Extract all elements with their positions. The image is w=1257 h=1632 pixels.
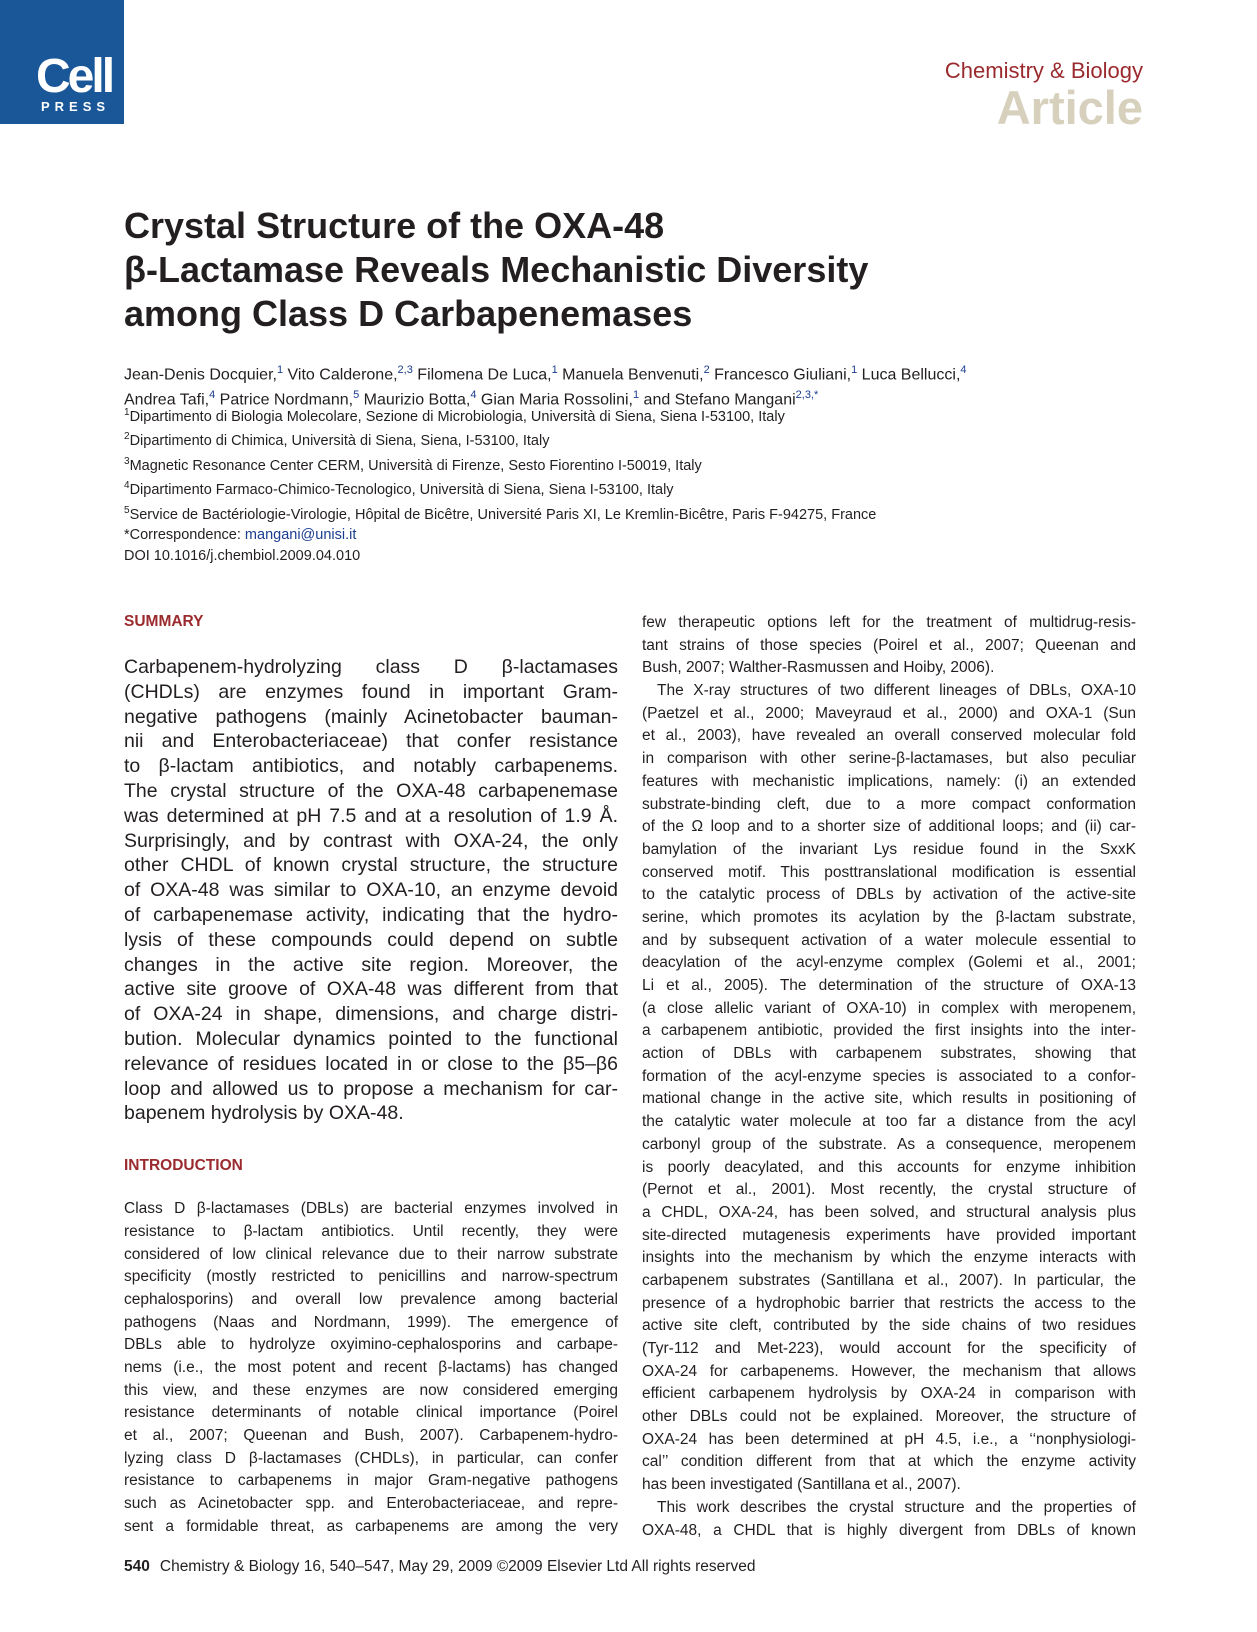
text-line: DBLs able to hydrolyze oxyimino-cephalosporins and carbape- <box>124 1336 618 1354</box>
author-affil-mark[interactable]: 2 <box>703 364 710 376</box>
affil-text: Dipartimento Farmaco-Chimico-Tecnologico, Università di Siena, Siena I-53100, Italy <box>129 482 674 499</box>
affiliation <box>124 403 1144 427</box>
author-name: Luca Bellucci, <box>857 366 961 384</box>
text-line: the catalytic water molecule at too far a distance from the acyl <box>642 1113 1136 1131</box>
text-line: Class D β-lactamases (DBLs) are bacterial enzymes involved in <box>124 1200 618 1218</box>
affil-number: 5 <box>124 504 130 516</box>
author-affil-mark[interactable]: 4 <box>209 389 216 402</box>
author-affil-mark[interactable]: 4 <box>470 389 477 402</box>
affil-number: 2 <box>124 431 130 443</box>
affiliation <box>124 427 1144 451</box>
author-name: Gian Maria Rossolini, <box>476 391 633 409</box>
text-line: resistance to β-lactam antibiotics. Until recently, they were <box>124 1222 618 1240</box>
author-affil-mark[interactable]: 5 <box>353 389 360 402</box>
title-line: β-Lactamase Reveals Mechanistic Diversity <box>124 249 869 290</box>
author-name: Patrice Nordmann, <box>215 391 354 409</box>
author-name: Filomena De Luca, <box>412 366 552 384</box>
affil-text: Magnetic Resonance Center CERM, Università di Firenze, Sesto Fiorentino I-50019, Italy <box>129 457 702 474</box>
author-name: Maurizio Botta, <box>359 391 471 409</box>
affil-text: Dipartimento di Biologia Molecolare, Sezione di Microbiologia, Università di Siena, Siena I-53100, Italy <box>129 408 785 425</box>
text-line: carbonyl group of the substrate. As a consequence, meropenem <box>642 1135 1136 1153</box>
text-line: of OXA-48 was similar to OXA-10, an enzyme devoid <box>124 879 618 902</box>
text-line: resistance determinants of notable clinical importance (Poirel <box>124 1404 618 1422</box>
paper-title <box>124 204 1024 336</box>
text-line: OXA-24 has been determined at pH 4.5, i.e., a ‘‘nonphysiologi- <box>642 1430 1136 1448</box>
author-name: Andrea Tafi, <box>124 391 210 409</box>
author-name: Jean-Denis Docquier, <box>124 366 277 384</box>
text-line: deacylation of the acyl-enzyme complex (Golemi et al., 2001; <box>642 954 1136 972</box>
author-name: Francesco Giuliani, <box>709 366 852 384</box>
text-line: The X-ray structures of two different lineages of DBLs, OXA-10 <box>657 682 1136 700</box>
affiliation <box>124 452 1144 476</box>
text-line: negative pathogens (mainly Acinetobacter bauman- <box>124 705 618 728</box>
author-affil-mark[interactable]: 1 <box>276 364 284 376</box>
author-affil-mark[interactable]: 1 <box>851 364 858 376</box>
text-line: resistance to carbapenems in major Gram-negative pathogens <box>124 1472 618 1490</box>
text-line: other CHDL of known crystal structure, the structure <box>124 854 618 877</box>
text-line: efficient carbapenem hydrolysis by OXA-24 in comparison with <box>642 1385 1136 1403</box>
article-type-label: Article <box>996 81 1143 134</box>
text-line: Li et al., 2005). The determination of the structure of OXA-13 <box>642 977 1136 994</box>
text-line: conserved motif. This posttranslational modification is essential <box>642 863 1136 881</box>
text-line: to β-lactam antibiotics, and notably carbapenems. <box>124 755 618 778</box>
text-line: OXA-48, a CHDL that is highly divergent from DBLs of known <box>642 1521 1136 1539</box>
text-line: et al., 2007; Queenan and Bush, 2007). Carbapenem-hydro- <box>124 1427 618 1445</box>
text-line: site-directed mutagenesis experiments have provided important <box>642 1226 1136 1244</box>
text-line: lyzing class D β-lactamases (CHDLs), in particular, can confer <box>124 1449 618 1467</box>
affiliation <box>124 476 1144 500</box>
text-line: a carbapenem antibiotic, provided the first insights into the inter- <box>642 1022 1136 1040</box>
correspondence-email-link[interactable]: mangani@unisi.it <box>244 527 357 544</box>
affiliations <box>124 403 1144 566</box>
text-line: This work describes the crystal structure and the properties of <box>657 1498 1136 1516</box>
text-line: insights into the mechanism by which the enzyme interacts with <box>642 1249 1136 1267</box>
text-line: such as Acinetobacter spp. and Enterobacteriaceae, and repre- <box>124 1495 618 1513</box>
text-line: (Paetzel et al., 2000; Maveyraud et al., 2000) and OXA-1 (Sun <box>642 704 1136 722</box>
summary-heading: SUMMARY <box>124 613 204 630</box>
text-line: loop and allowed us to propose a mechanism for car- <box>124 1077 618 1100</box>
author-line <box>124 360 1144 385</box>
cell-press-logo <box>0 0 124 124</box>
footer-citation: Chemistry & Biology 16, 540–547, May 29, 2009 ©2009 Elsevier Ltd All rights reserved <box>159 1558 756 1575</box>
text-line: (Tyr-112 and Met-223), would account for the specificity of <box>642 1340 1136 1357</box>
text-line: Surprisingly, and by contrast with OXA-24, the only <box>124 829 618 852</box>
text-line: active site groove of OXA-48 was different from that <box>124 978 618 1001</box>
text-line: nii and Enterobacteriaceae) that confer resistance <box>124 730 618 753</box>
text-line: (a close allelic variant of OXA-10) in complex with meropenem, <box>642 999 1136 1017</box>
affil-number: 1 <box>124 407 130 418</box>
text-line: action of DBLs with carbapenem substrates, showing that <box>642 1045 1136 1063</box>
author-affil-mark[interactable]: 2,3 <box>397 364 413 376</box>
doi: DOI 10.1016/j.chembiol.2009.04.010 <box>124 547 361 564</box>
logo-sub-text: PRESS <box>41 99 111 114</box>
text-line: sent a formidable threat, as carbapenems are among the very <box>124 1517 618 1535</box>
author-affil-mark[interactable]: 4 <box>960 364 967 376</box>
author-affil-mark[interactable]: 1 <box>551 364 558 376</box>
body-text <box>642 612 1136 1542</box>
affiliation <box>124 501 1144 525</box>
text-line: presence of a hydrophobic barrier that restricts the access to the <box>642 1294 1136 1312</box>
text-line: bamylation of the invariant Lys residue found in the SxxK <box>642 840 1136 858</box>
text-line: few therapeutic options left for the treatment of multidrug-resis- <box>642 614 1136 631</box>
text-line: and by subsequent activation of a water molecule essential to <box>642 931 1136 949</box>
text-line: et al., 2003), have revealed an overall conserved molecular fold <box>642 727 1136 745</box>
text-line: considered of low clinical relevance due to their narrow substrate <box>124 1245 618 1263</box>
page-number: 540 <box>124 1558 150 1575</box>
text-line: changes in the active site region. Moreover, the <box>124 953 618 976</box>
text-line: cal’’ condition different from that at which the enzyme activity <box>642 1453 1136 1471</box>
text-line: Bush, 2007; Walther-Rasmussen and Hoiby, 2006). <box>642 659 995 677</box>
title-line: among Class D Carbapenemases <box>124 293 693 334</box>
title-line: Crystal Structure of the OXA-48 <box>124 205 665 246</box>
affil-number: 4 <box>124 480 130 492</box>
text-line: nems (i.e., the most potent and recent β-lactams) has changed <box>124 1358 618 1376</box>
text-line: of carbapenemase activity, indicating that the hydro- <box>124 903 618 926</box>
text-line: mational change in the active site, which results in positioning of <box>642 1090 1136 1108</box>
page-footer <box>124 1557 755 1577</box>
author-name: Manuela Benvenuti, <box>557 366 704 384</box>
correspondence <box>124 525 1144 546</box>
affil-text: Dipartimento di Chimica, Università di Siena, Siena, I-53100, Italy <box>129 433 550 450</box>
text-line: features with mechanistic implications, namely: (i) an extended <box>642 772 1136 790</box>
text-line: carbapenem substrates (Santillana et al., 2007). In particular, the <box>642 1271 1136 1289</box>
affil-number: 3 <box>124 455 130 467</box>
summary-text <box>124 655 618 1126</box>
text-line: of the Ω loop and to a shorter size of additional loops; and (ii) car- <box>642 818 1136 836</box>
text-line: active site cleft, contributed by the side chains of two residues <box>642 1317 1136 1335</box>
introduction-text <box>124 1198 618 1538</box>
text-line: serine, which promotes its acylation by the β-lactam substrate, <box>642 908 1136 926</box>
logo-main-text: Cell <box>36 50 113 103</box>
text-line: bution. Molecular dynamics pointed to the functional <box>124 1027 618 1050</box>
text-line: other DBLs could not be explained. Moreover, the structure of <box>642 1408 1136 1426</box>
author-name: Vito Calderone, <box>283 366 398 384</box>
affil-text: Service de Bactériologie-Virologie, Hôpital de Bicêtre, Université Paris XI, Le Kremlin-Bicêtre, Paris F-94275, France <box>129 506 877 523</box>
author-affil-mark[interactable]: 2,3,* <box>795 389 819 402</box>
text-line: Carbapenem-hydrolyzing class D β-lactamases <box>124 656 618 678</box>
text-line: of OXA-24 in shape, dimensions, and charge distri- <box>124 1003 618 1026</box>
text-line: (CHDLs) are enzymes found in important Gram- <box>124 680 618 703</box>
text-line: has been investigated (Santillana et al., 2007). <box>642 1476 961 1494</box>
right-column <box>642 612 1136 1542</box>
text-line: is poorly deacylated, and this accounts for enzyme inhibition <box>642 1158 1136 1176</box>
text-line: OXA-24 for carbapenems. However, the mechanism that allows <box>642 1362 1136 1380</box>
text-line: to the catalytic process of DBLs by activation of the active-site <box>642 886 1136 904</box>
author-name: and Stefano Mangani <box>639 391 796 409</box>
text-line: specificity (mostly restricted to penicillins and narrow-spectrum <box>124 1268 618 1286</box>
text-line: bapenem hydrolysis by OXA-48. <box>124 1102 404 1125</box>
introduction-heading: INTRODUCTION <box>124 1157 243 1175</box>
text-line: substrate-binding cleft, due to a more compact conformation <box>642 795 1136 813</box>
text-line: a CHDL, OXA-24, has been solved, and structural analysis plus <box>642 1203 1136 1221</box>
text-line: was determined at pH 7.5 and at a resolution of 1.9 Å. <box>124 804 618 827</box>
text-line: pathogens (Naas and Nordmann, 1999). The emergence of <box>124 1313 618 1331</box>
journal-name: Chemistry & Biology <box>944 58 1143 83</box>
text-line: (Pernot et al., 2001). Most recently, the crystal structure of <box>642 1181 1136 1199</box>
author-affil-mark[interactable]: 1 <box>632 389 640 402</box>
text-line: cephalosporins) and overall low prevalence among bacterial <box>124 1290 618 1308</box>
left-column <box>124 612 618 1538</box>
text-line: tant strains of those species (Poirel et al., 2007; Queenan and <box>642 636 1136 654</box>
text-line: relevance of residues located in or close to the β5–β6 <box>124 1052 618 1075</box>
text-line: this view, and these enzymes are now considered emerging <box>124 1381 618 1399</box>
text-line: formation of the acyl-enzyme species is associated to a confor- <box>642 1067 1136 1085</box>
correspondence-label: *Correspondence: <box>124 527 245 544</box>
text-line: The crystal structure of the OXA-48 carbapenemase <box>124 779 618 802</box>
text-line: lysis of these compounds could depend on subtle <box>124 928 618 951</box>
text-line: in comparison with other serine-β-lactamases, but also peculiar <box>642 750 1136 768</box>
